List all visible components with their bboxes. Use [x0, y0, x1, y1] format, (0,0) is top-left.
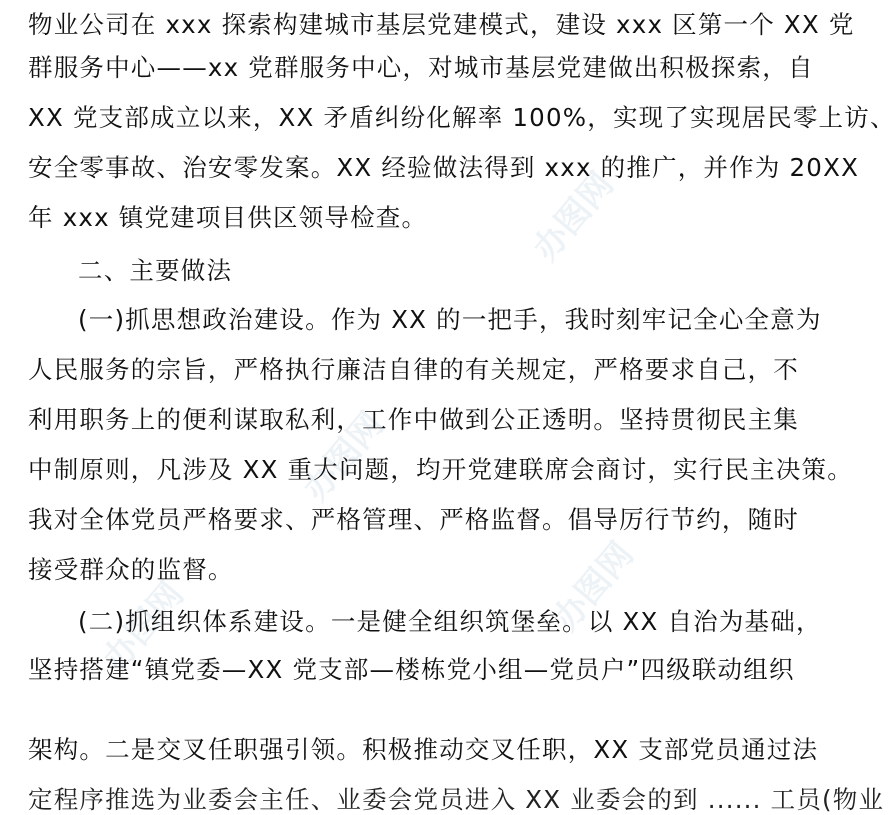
paragraph-line: 架构。二是交叉任职强引领。积极推动交叉任职，XX 支部党员通过法 [28, 735, 819, 764]
paragraph-line: 坚持搭建“镇党委—XX 党支部—楼栋党小组—党员户”四级联动组织 [28, 655, 795, 684]
paragraph-line: (一)抓思想政治建设。作为 XX 的一把手，我时刻牢记全心全意为 [78, 305, 822, 334]
paragraph-line: 安全零事故、治安零发案。XX 经验做法得到 xxx 的推广，并作为 20XX [28, 153, 860, 182]
watermark: 办图网 [95, 574, 192, 679]
paragraph-line: 接受群众的监督。 [28, 555, 234, 584]
paragraph-line: 年 xxx 镇党建项目供区领导检查。 [28, 203, 428, 232]
paragraph-line: (二)抓组织体系建设。一是健全组织筑堡垒。以 XX 自治为基础， [78, 607, 822, 636]
paragraph-line: 群服务中心——xx 党群服务中心，对城市基层党建做出积极探索，自 [28, 53, 814, 82]
watermark: 办图网 [525, 164, 622, 269]
paragraph-line: 物业公司在 xxx 探索构建城市基层党建模式，建设 xxx 区第一个 XX 党 [28, 10, 855, 39]
paragraph-line: 人民服务的宗旨，严格执行廉洁自律的有关规定，严格要求自己，不 [28, 355, 799, 384]
section-heading: 二、主要做法 [78, 256, 233, 285]
paragraph-line: 定程序推选为业委会主任、业委会党员进入 XX 业委会的到 ...... 工员(物业 [28, 785, 885, 814]
watermark: 办图网 [295, 404, 392, 509]
paragraph-line: 我对全体党员严格要求、严格管理、严格监督。倡导厉行节约，随时 [28, 505, 799, 534]
paragraph-line: 中制原则，凡涉及 XX 重大问题，均开党建联席会商讨，实行民主决策。 [28, 455, 853, 484]
paragraph-line: 利用职务上的便利谋取私利，工作中做到公正透明。坚持贯彻民主集 [28, 405, 799, 434]
paragraph-line: XX 党支部成立以来，XX 矛盾纠纷化解率 100%，实现了实现居民零上访、 [28, 103, 896, 132]
watermark: 办图网 [545, 534, 642, 639]
